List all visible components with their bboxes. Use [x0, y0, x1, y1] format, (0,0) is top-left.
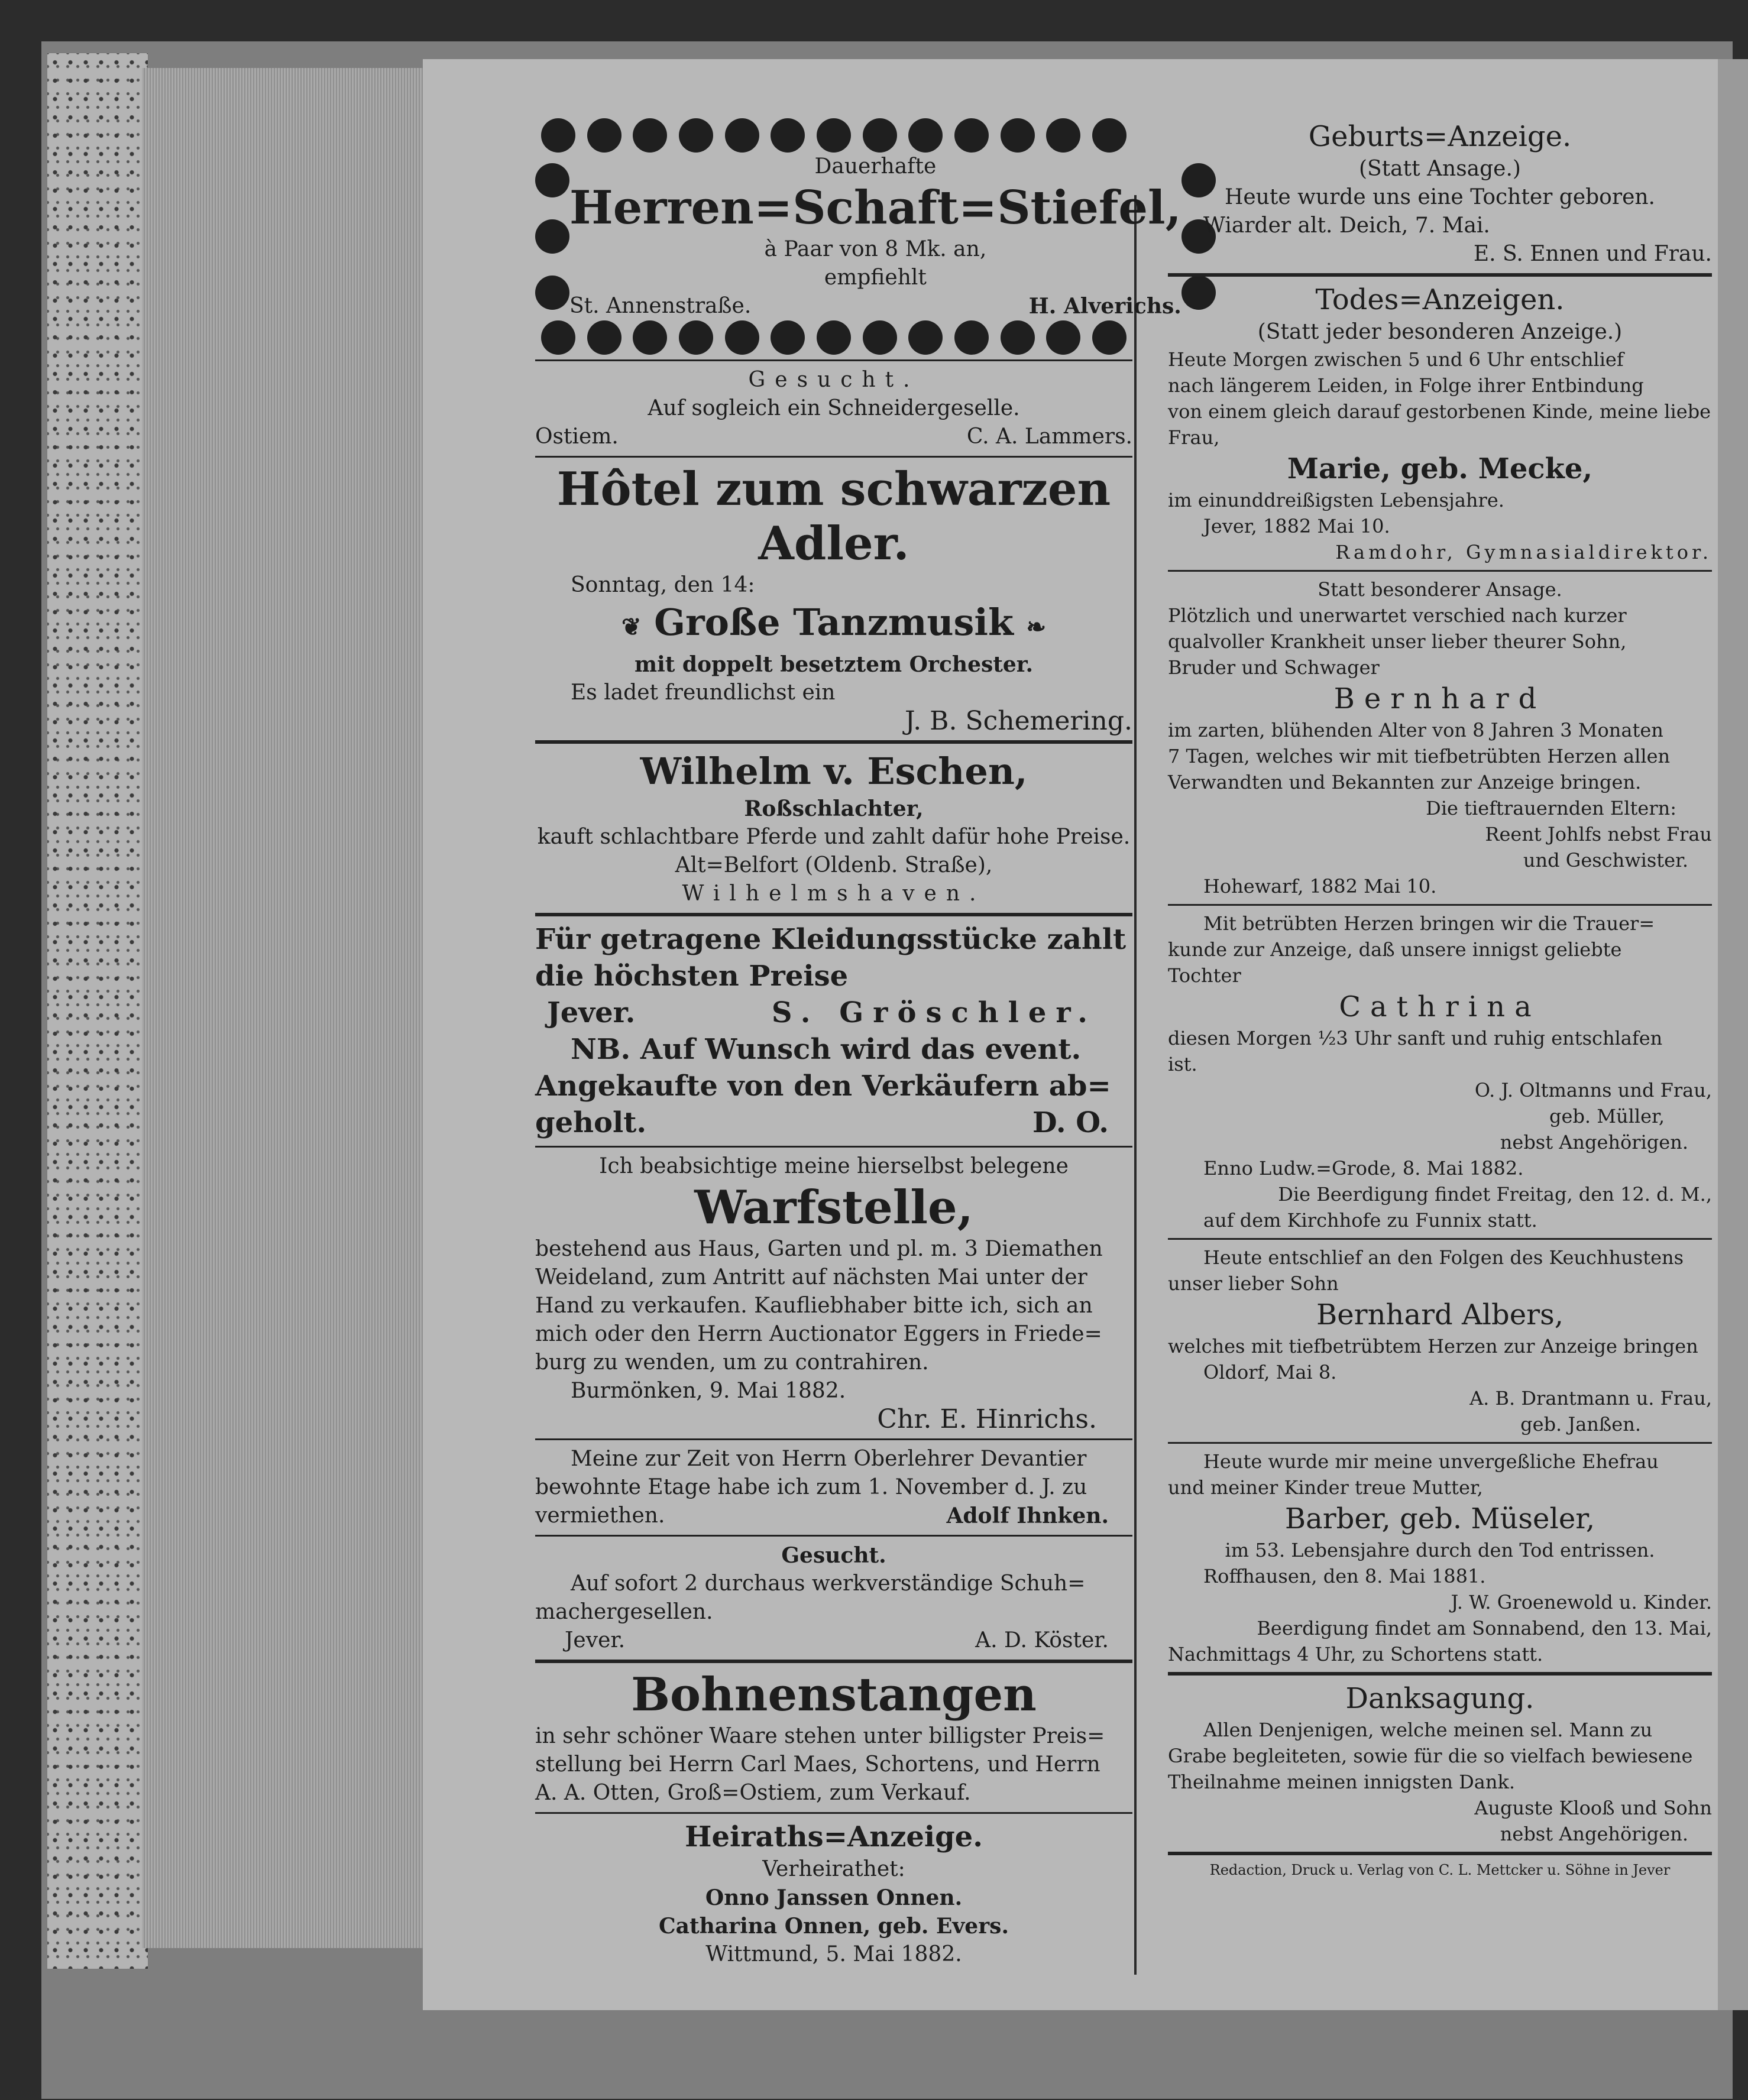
tod1-name: Marie, geb. Mecke, — [1287, 452, 1593, 485]
tod2-sign1: Reent Johlfs nebst Frau — [1485, 823, 1712, 845]
tod4-sign1: A. B. Drantmann u. Frau, — [1469, 1387, 1712, 1409]
dot-border-top — [535, 118, 1132, 153]
bohnen-line2: stellung bei Herrn Carl Maes, Schortens, und Herrn — [535, 1752, 1100, 1777]
ad-heiraths-anzeige — [535, 1819, 1132, 1969]
tod3-line1: Mit betrübten Herzen bringen wir die Trauer= — [1203, 912, 1655, 935]
divider — [1168, 1442, 1712, 1444]
dank-title: Danksagung. — [1345, 1682, 1535, 1715]
tod2-sign2: und Geschwister. — [1523, 849, 1688, 871]
tod1-title: Todes=Anzeigen. — [1315, 283, 1565, 316]
tod5-sign: J. W. Groenewold u. Kinder. — [1451, 1591, 1712, 1613]
flourish-left-icon: ❦ — [621, 613, 642, 641]
tod5-date: Roffhausen, den 8. Mai 1881. — [1203, 1565, 1486, 1587]
divider — [535, 913, 1132, 916]
tod1-sign: Ramdohr, Gymnasialdirektor. — [1335, 541, 1712, 563]
divider — [535, 1535, 1132, 1537]
hotel-title: Hôtel zum schwarzen Adler. — [556, 462, 1111, 571]
tod5-line1: Heute wurde mir meine unvergeßliche Ehefrau — [1203, 1450, 1659, 1473]
speckled-book-edge — [47, 53, 148, 1969]
tod5-line5: Nachmittags 4 Uhr, zu Schortens statt. — [1168, 1643, 1543, 1665]
kleidung-nb2: Angekaufte von den Verkäufern ab= — [535, 1070, 1111, 1103]
bohnen-line3: A. A. Otten, Groß=Ostiem, zum Verkauf. — [535, 1781, 971, 1805]
right-column — [1168, 118, 1712, 1880]
dank-sign2: nebst Angehörigen. — [1500, 1823, 1688, 1845]
heirat-sub: Verheirathet: — [762, 1857, 905, 1881]
divider — [1168, 1238, 1712, 1240]
gesucht-text: Auf sogleich ein Schneidergeselle. — [648, 396, 1020, 420]
tod3-line6: Die Beerdigung findet Freitag, den 12. d. M., — [1278, 1183, 1712, 1205]
tod3-sign3: nebst Angehörigen. — [1500, 1131, 1688, 1153]
divider — [535, 1660, 1132, 1663]
tod3-line7: auf dem Kirchhofe zu Funnix statt. — [1203, 1209, 1537, 1232]
dank-line2: Grabe begleiteten, sowie für die so vielfach bewiesene — [1168, 1745, 1693, 1767]
notice-geburt — [1168, 118, 1712, 268]
kleidung-nb3: geholt. — [535, 1106, 647, 1139]
eschen-city: Wilhelmshaven. — [682, 882, 986, 906]
tod3-line3: Tochter — [1168, 964, 1241, 987]
tod2-line4: im zarten, blühenden Alter von 8 Jahren 3 Monaten — [1168, 719, 1663, 741]
tod5-line3: im 53. Lebensjahre durch den Tod entrissen. — [1225, 1539, 1655, 1561]
ad-eschen — [535, 748, 1132, 908]
tod4-line3: welches mit tiefbetrübtem Herzen zur Anzeige bringen — [1168, 1335, 1698, 1357]
divider — [535, 1812, 1132, 1814]
tod3-name: Cathrina — [1339, 990, 1541, 1023]
divider — [535, 1146, 1132, 1148]
kleidung-line1: Für getragene Kleidungsstücke zahlt — [535, 923, 1127, 956]
hotel-event: Große Tanzmusik — [654, 601, 1014, 644]
geburt-line1: Heute wurde uns eine Tochter geboren. — [1224, 185, 1655, 209]
tod3-sign2: geb. Müller, — [1549, 1105, 1665, 1127]
tod5-line2: und meiner Kinder treue Mutter, — [1168, 1476, 1483, 1499]
tod1-line5: im einunddreißigsten Lebensjahre. — [1168, 489, 1504, 511]
tod2-line6: Verwandten und Bekannten zur Anzeige bringen. — [1168, 771, 1642, 793]
warfstelle-date: Burmönken, 9. Mai 1882. — [571, 1379, 846, 1403]
heirat-title: Heiraths=Anzeige. — [685, 1820, 983, 1853]
stiefel-merchant: H. Alverichs. — [1028, 294, 1181, 319]
gesucht2-place: Jever. — [565, 1628, 626, 1652]
ad-warfstelle — [535, 1152, 1132, 1434]
tod1-line3: von einem gleich darauf gestorbenen Kinde, meine liebe — [1168, 400, 1711, 423]
warfstelle-line2: Weideland, zum Antritt auf nächsten Mai unter der — [535, 1265, 1087, 1289]
stiefel-headline: Herren=Schaft=Stiefel, — [569, 181, 1181, 235]
divider — [535, 1438, 1132, 1440]
ad-herren-stiefel — [535, 118, 1181, 355]
kleidung-name: S. Gröschler. — [771, 996, 1097, 1029]
divider — [535, 359, 1132, 361]
tod4-line2: unser lieber Sohn — [1168, 1272, 1339, 1295]
tod3-line5: ist. — [1168, 1053, 1197, 1075]
divider — [1168, 570, 1712, 572]
ad-etage — [535, 1445, 1132, 1530]
notice-tod-albers — [1168, 1245, 1712, 1437]
tod3-line4: diesen Morgen ½3 Uhr sanft und ruhig entschlafen — [1168, 1027, 1663, 1049]
etage-name: Adolf Ihnken. — [946, 1503, 1109, 1528]
tod4-sign2: geb. Janßen. — [1520, 1413, 1641, 1435]
tod2-line1: Plötzlich und unerwartet verschied nach kurzer — [1168, 604, 1627, 627]
ad-kleidung — [535, 921, 1132, 1141]
heirat-place: Wittmund, 5. Mai 1882. — [705, 1942, 962, 1966]
facing-page-edge — [1718, 59, 1748, 2010]
gesucht-name: C. A. Lammers. — [966, 424, 1132, 449]
notice-danksagung — [1168, 1680, 1712, 1847]
notice-tod-barber — [1168, 1448, 1712, 1667]
divider — [535, 740, 1132, 744]
kleidung-line2: die höchsten Preise — [535, 960, 849, 993]
tod3-line2: kunde zur Anzeige, daß unsere innigst geliebte — [1168, 938, 1622, 961]
stiefel-recommends: empfiehlt — [824, 265, 927, 290]
gesucht2-line1: Auf sofort 2 durchaus werkverständige Schuh= — [571, 1571, 1086, 1596]
heirat-groom: Onno Janssen Onnen. — [705, 1885, 963, 1910]
tod2-line3: Bruder und Schwager — [1168, 656, 1380, 679]
etage-line3: vermiethen. — [535, 1503, 665, 1528]
warfstelle-line4: mich oder den Herrn Auctionator Eggers in Friede= — [535, 1322, 1102, 1346]
warfstelle-title: Warfstelle, — [694, 1181, 973, 1234]
dank-line3: Theilnahme meinen innigsten Dank. — [1168, 1771, 1516, 1793]
kleidung-place: Jever. — [547, 996, 636, 1029]
tod4-place: Oldorf, Mai 8. — [1203, 1361, 1337, 1383]
tod5-line4: Beerdigung findet am Sonnabend, den 13. Mai, — [1257, 1617, 1712, 1639]
etage-line2: bewohnte Etage habe ich zum 1. November d. J. zu — [535, 1475, 1087, 1499]
hotel-date: Sonntag, den 14: — [571, 573, 755, 597]
dank-line1: Allen Denjenigen, welche meinen sel. Mann zu — [1203, 1719, 1653, 1741]
eschen-text: kauft schlachtbare Pferde und zahlt dafür hohe Preise. — [537, 825, 1131, 849]
hotel-orchestra: mit doppelt besetztem Orchester. — [635, 652, 1033, 677]
divider — [535, 456, 1132, 458]
ad-gesucht-schneider — [535, 366, 1132, 451]
kleidung-nb1: NB. Auf Wunsch wird das event. — [571, 1033, 1082, 1066]
hotel-host: J. B. Schemering. — [904, 706, 1132, 736]
stiefel-price: à Paar von 8 Mk. an, — [764, 237, 987, 261]
geburt-title: Geburts=Anzeige. — [1308, 120, 1572, 153]
page-stack-edges — [142, 68, 426, 1948]
dank-sign1: Auguste Klooß und Sohn — [1474, 1797, 1712, 1819]
tod2-line5: 7 Tagen, welches wir mit tiefbetrübten Herzen allen — [1168, 745, 1671, 767]
column-divider — [1134, 195, 1137, 1975]
tod2-date: Hohewarf, 1882 Mai 10. — [1203, 875, 1437, 897]
tod1-sub: (Statt jeder besonderen Anzeige.) — [1257, 320, 1623, 344]
eschen-name: Wilhelm v. Eschen, — [640, 750, 1028, 793]
eschen-role: Roßschlachter, — [744, 796, 924, 821]
divider — [1168, 904, 1712, 906]
kleidung-initials: D. O. — [1032, 1106, 1109, 1139]
left-column — [535, 118, 1181, 1969]
ad-bohnenstangen — [535, 1668, 1132, 1807]
gesucht2-line2: machergesellen. — [535, 1600, 713, 1624]
geburt-line2: Wiarder alt. Deich, 7. Mai. — [1203, 213, 1490, 238]
stiefel-address: St. Annenstraße. — [569, 294, 752, 318]
warfstelle-line5: burg zu wenden, um zu contrahiren. — [535, 1350, 929, 1375]
divider — [1168, 273, 1712, 277]
warfstelle-line1: bestehend aus Haus, Garten und pl. m. 3 Diemathen — [535, 1237, 1103, 1261]
ad-hotel-adler — [535, 462, 1132, 735]
geburt-sub: (Statt Ansage.) — [1359, 157, 1521, 181]
eschen-address: Alt=Belfort (Oldenb. Straße), — [675, 853, 993, 877]
tod3-date: Enno Ludw.=Grode, 8. Mai 1882. — [1203, 1157, 1524, 1179]
notice-tod-cathrina — [1168, 910, 1712, 1233]
hotel-invite: Es ladet freundlichst ein — [571, 680, 836, 705]
bohnen-line1: in sehr schöner Waare stehen unter billigster Preis= — [535, 1724, 1105, 1748]
etage-line1: Meine zur Zeit von Herrn Oberlehrer Devantier — [571, 1447, 1087, 1471]
warfstelle-intro: Ich beabsichtige meine hierselbst belegene — [599, 1154, 1069, 1178]
gesucht-place: Ostiem. — [535, 424, 619, 449]
stiefel-line1: Dauerhafte — [814, 154, 937, 179]
tod1-line1: Heute Morgen zwischen 5 und 6 Uhr entschlief — [1168, 348, 1624, 371]
divider — [1168, 1852, 1712, 1855]
tod1-line4: Frau, — [1168, 426, 1220, 449]
tod2-line7: Die tieftrauernden Eltern: — [1426, 797, 1676, 819]
geburt-name: E. S. Ennen und Frau. — [1473, 242, 1712, 266]
tod4-line1: Heute entschlief an den Folgen des Keuchhustens — [1203, 1246, 1684, 1269]
notice-tod-marie — [1168, 281, 1712, 565]
ad-gesucht-schuh — [535, 1541, 1132, 1655]
tod1-line2: nach längerem Leiden, in Folge ihrer Entbindung — [1168, 374, 1644, 397]
warfstelle-name: Chr. E. Hinrichs. — [877, 1404, 1097, 1434]
bohnen-title: Bohnenstangen — [631, 1668, 1037, 1722]
dot-border-left — [535, 153, 569, 320]
tod4-name: Bernhard Albers, — [1316, 1298, 1564, 1331]
flourish-right-icon: ❧ — [1026, 613, 1047, 641]
tod2-sub: Statt besonderer Ansage. — [1318, 578, 1562, 601]
gesucht2-heading: Gesucht. — [781, 1543, 886, 1568]
notice-tod-bernhard — [1168, 576, 1712, 899]
gesucht-heading: Gesucht. — [748, 368, 920, 392]
tod5-name: Barber, geb. Müseler, — [1284, 1502, 1595, 1535]
warfstelle-line3: Hand zu verkaufen. Kaufliebhaber bitte ich, sich an — [535, 1294, 1093, 1318]
divider — [1168, 1672, 1712, 1676]
tod1-date: Jever, 1882 Mai 10. — [1203, 515, 1390, 537]
dot-border-bottom — [535, 320, 1132, 355]
gesucht2-name: A. D. Köster. — [975, 1628, 1109, 1652]
imprint: Redaction, Druck u. Verlag von C. L. Mettcker u. Söhne in Jever — [1209, 1862, 1671, 1878]
tod2-line2: qualvoller Krankheit unser lieber theurer Sohn, — [1168, 630, 1627, 653]
tod2-name: Bernhard — [1333, 682, 1546, 715]
tod3-sign1: O. J. Oltmanns und Frau, — [1474, 1079, 1712, 1101]
heirat-bride: Catharina Onnen, geb. Evers. — [659, 1914, 1009, 1939]
